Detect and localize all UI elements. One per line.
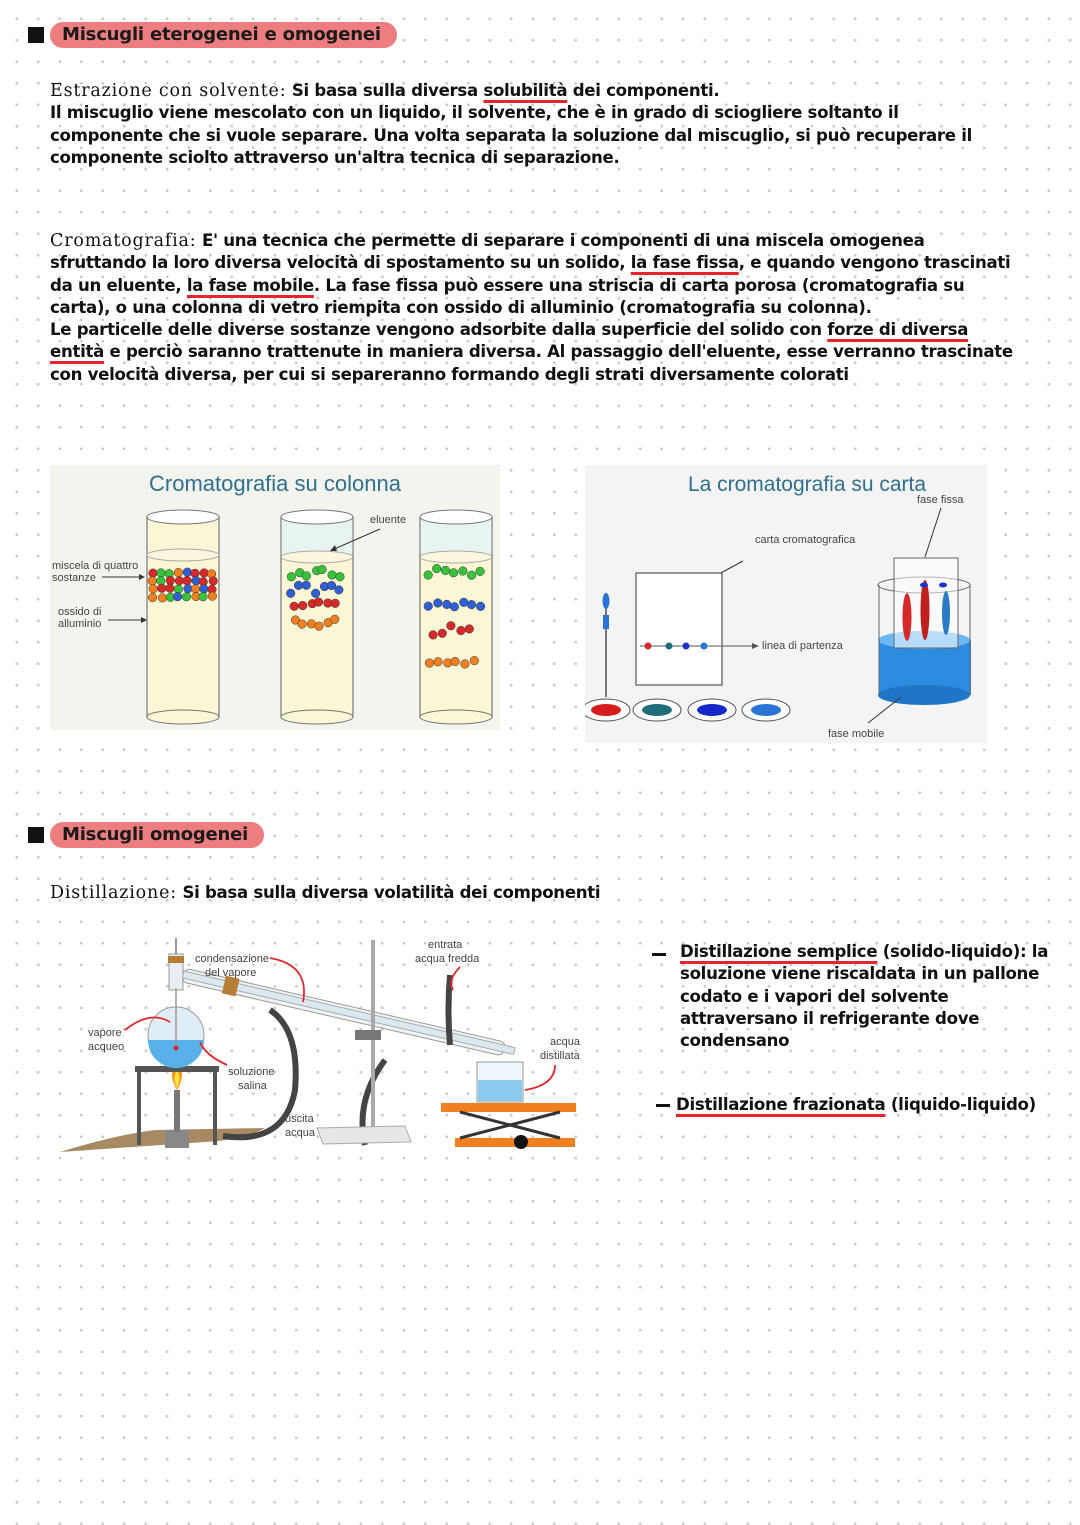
- underlined-fase-fissa: la fase fissa: [630, 253, 739, 273]
- particle-dot: [158, 594, 167, 603]
- colonna-title: Cromatografia su colonna: [149, 471, 401, 496]
- bullet-square-icon: [28, 827, 44, 843]
- estrazione-text-2: dei componenti.: [567, 81, 720, 100]
- particle-dot: [434, 657, 443, 666]
- particle-dot: [331, 599, 340, 608]
- particle-dot: [298, 601, 307, 610]
- label-uscita-1: uscita: [285, 1113, 314, 1125]
- particle-dot: [476, 567, 485, 576]
- label-condensazione-2: del vapore: [205, 967, 257, 979]
- particle-dot: [318, 565, 327, 574]
- cromatografia-text-2: , e quando vengono trascinati da un eluente,: [50, 253, 1011, 295]
- label-fase-fissa: fase fissa: [917, 494, 964, 506]
- particle-dot: [447, 621, 456, 630]
- column-2: [281, 510, 353, 724]
- particle-dot: [311, 589, 320, 598]
- particle-dot: [182, 592, 191, 601]
- particle-dot: [443, 659, 452, 668]
- carta-title: La cromatografia su carta: [687, 473, 927, 496]
- particle-dot: [191, 585, 200, 594]
- particle-dot: [166, 584, 175, 593]
- label-uscita-2: acqua: [285, 1127, 315, 1139]
- particle-dot: [467, 571, 476, 580]
- particle-dot: [470, 656, 479, 665]
- label-fase-mobile: fase mobile: [828, 728, 885, 740]
- particle-dot: [434, 599, 443, 608]
- particle-dot: [438, 629, 447, 638]
- particle-dot: [449, 569, 458, 578]
- particle-dot: [200, 569, 209, 578]
- particle-dot: [166, 576, 175, 585]
- particle-dot: [476, 602, 485, 611]
- label-miscela-2: sostanze: [52, 572, 97, 584]
- label-acqua-dist-1: acqua: [550, 1036, 580, 1048]
- frazionata-text: (liquido-liquido): [885, 1095, 1036, 1114]
- particle-dot: [199, 592, 208, 601]
- particle-dot: [200, 585, 209, 594]
- particle-dot: [467, 600, 476, 609]
- particle-dot: [429, 631, 438, 640]
- label-condensazione-1: condensazione: [195, 953, 270, 965]
- underlined-frazionata: Distillazione frazionata: [676, 1095, 886, 1114]
- section-title-2: Miscugli omogenei: [50, 822, 264, 848]
- particle-dot: [424, 602, 433, 611]
- particle-dot: [184, 584, 193, 593]
- particle-dot: [335, 586, 344, 595]
- particle-dot: [287, 572, 296, 581]
- column-3: [420, 510, 492, 724]
- column-1: [147, 510, 219, 724]
- bullet-distillazione-semplice: [680, 941, 1050, 1052]
- distillazione-line: [50, 882, 750, 904]
- particle-dot: [459, 598, 468, 607]
- label-vapore-1: vapore: [88, 1027, 122, 1039]
- particle-dot: [174, 568, 183, 577]
- particle-dot: [290, 602, 299, 611]
- particle-dot: [459, 567, 468, 576]
- label-acqua-dist-2: distillata: [540, 1050, 580, 1062]
- particle-dot: [149, 585, 158, 594]
- particle-dot: [302, 581, 311, 590]
- label-ossido-1: ossido di: [58, 606, 102, 618]
- label-entrata-2: acqua fredda: [415, 953, 480, 965]
- estrazione-text-3: Il miscuglio viene mescolato con un liquido, il solvente, che è in grado di sciogliere soltanto il componente che si vuole separare. Una volta separata la soluzione dal miscuglio, si può recuperare il componente sciolto attraverso un'altra tecnica di separazione.: [50, 103, 973, 167]
- particle-dot: [461, 660, 470, 669]
- label-ossido-2: alluminio: [58, 618, 102, 630]
- particle-dot: [450, 602, 459, 611]
- section-header-2: [28, 822, 264, 848]
- particle-dot: [208, 592, 217, 601]
- cromatografia-term: Cromatografia:: [50, 231, 197, 251]
- particle-dot: [425, 659, 434, 668]
- label-soluzione-1: soluzione: [228, 1066, 275, 1078]
- bullet-square-icon: [28, 27, 44, 43]
- particle-dot: [327, 581, 336, 590]
- particle-dot: [148, 593, 157, 602]
- particle-dot: [457, 626, 466, 635]
- paper-strip: [636, 573, 722, 685]
- figure-distillation-apparatus: [55, 930, 590, 1165]
- cromatografia-text-1: E' una tecnica che permette di separare i componenti di una miscela omogenea sfruttando la loro diversa velocità di spostamento su un solido,: [50, 231, 925, 273]
- particle-dot: [149, 569, 158, 578]
- particle-dot: [465, 625, 474, 634]
- particle-dot: [336, 572, 345, 581]
- particle-dot: [328, 571, 337, 580]
- particle-dot: [331, 615, 340, 624]
- underlined-fase-mobile: la fase mobile: [186, 275, 314, 295]
- particle-dot: [298, 620, 307, 629]
- particle-dot: [158, 584, 167, 593]
- bullet-distillazione-frazionata: [676, 1094, 1066, 1116]
- particle-dot: [441, 566, 450, 575]
- label-linea: linea di partenza: [762, 640, 843, 652]
- underlined-solubilita: solubilità: [483, 81, 568, 100]
- cromatografia-text-3: . La fase fissa può essere una striscia di carta porosa (cromatografia su carta), o una colonna di vetro riempita con ossido di alluminio (cromatografia su colonna).: [50, 275, 965, 317]
- particle-dot: [307, 620, 316, 629]
- label-carta: carta cromatografica: [755, 534, 856, 546]
- semplice-text: (solido-liquido): la soluzione viene riscaldata in un pallone codato e i vapori del solvente attraversano il refrigerante dove condensano: [680, 942, 1049, 1051]
- particle-dot: [286, 589, 295, 598]
- particle-dot: [432, 564, 441, 573]
- particle-dot: [302, 572, 311, 581]
- underlined-semplice: Distillazione semplice: [680, 942, 878, 961]
- dash-bullet-icon: [656, 1104, 670, 1107]
- particle-dot: [183, 568, 192, 577]
- estrazione-text-1: Si basa sulla diversa: [291, 81, 484, 100]
- particle-dot: [443, 600, 452, 609]
- particle-dot: [175, 577, 184, 586]
- label-soluzione-2: salina: [238, 1080, 267, 1092]
- estrazione-paragraph: [50, 80, 1010, 169]
- section-header-1: [28, 22, 397, 48]
- particle-dot: [451, 657, 460, 666]
- particle-dot: [314, 598, 323, 607]
- section-title-1: Miscugli eterogenei e omogenei: [50, 22, 397, 48]
- particle-dot: [424, 571, 433, 580]
- distillazione-text: Si basa sulla diversa volatilità dei componenti: [182, 883, 601, 902]
- estrazione-term: Estrazione con solvente:: [50, 81, 287, 101]
- particle-dot: [173, 592, 182, 601]
- cromatografia-text-5: e perciò saranno trattenute in maniera diversa. Al passaggio dell'eluente, esse verranno trascinate con velocità diversa, per cui si separeranno formando degli strati diversamente colorati: [50, 342, 1013, 384]
- figure-column-chromatography: [50, 465, 500, 730]
- dash-bullet-icon: [652, 953, 666, 956]
- label-eluente: eluente: [370, 514, 407, 526]
- particle-dot: [209, 577, 218, 586]
- label-vapore-2: acqueo: [88, 1041, 125, 1053]
- particle-dot: [148, 577, 157, 586]
- underlined-forze: forze di diversa entità: [50, 320, 969, 362]
- particle-dot: [183, 576, 192, 585]
- label-miscela-1: miscela di quattro: [52, 560, 139, 572]
- cromatografia-paragraph: [50, 230, 1020, 386]
- particle-dot: [157, 569, 166, 578]
- cromatografia-text-4: Le particelle delle diverse sostanze vengono adsorbite dalla superficie del solido con: [50, 320, 828, 340]
- particle-dot: [315, 622, 324, 631]
- figure-paper-chromatography: [585, 465, 987, 743]
- label-entrata-1: entrata: [428, 939, 463, 951]
- distillazione-term: Distillazione:: [50, 883, 177, 903]
- particle-dot: [294, 581, 303, 590]
